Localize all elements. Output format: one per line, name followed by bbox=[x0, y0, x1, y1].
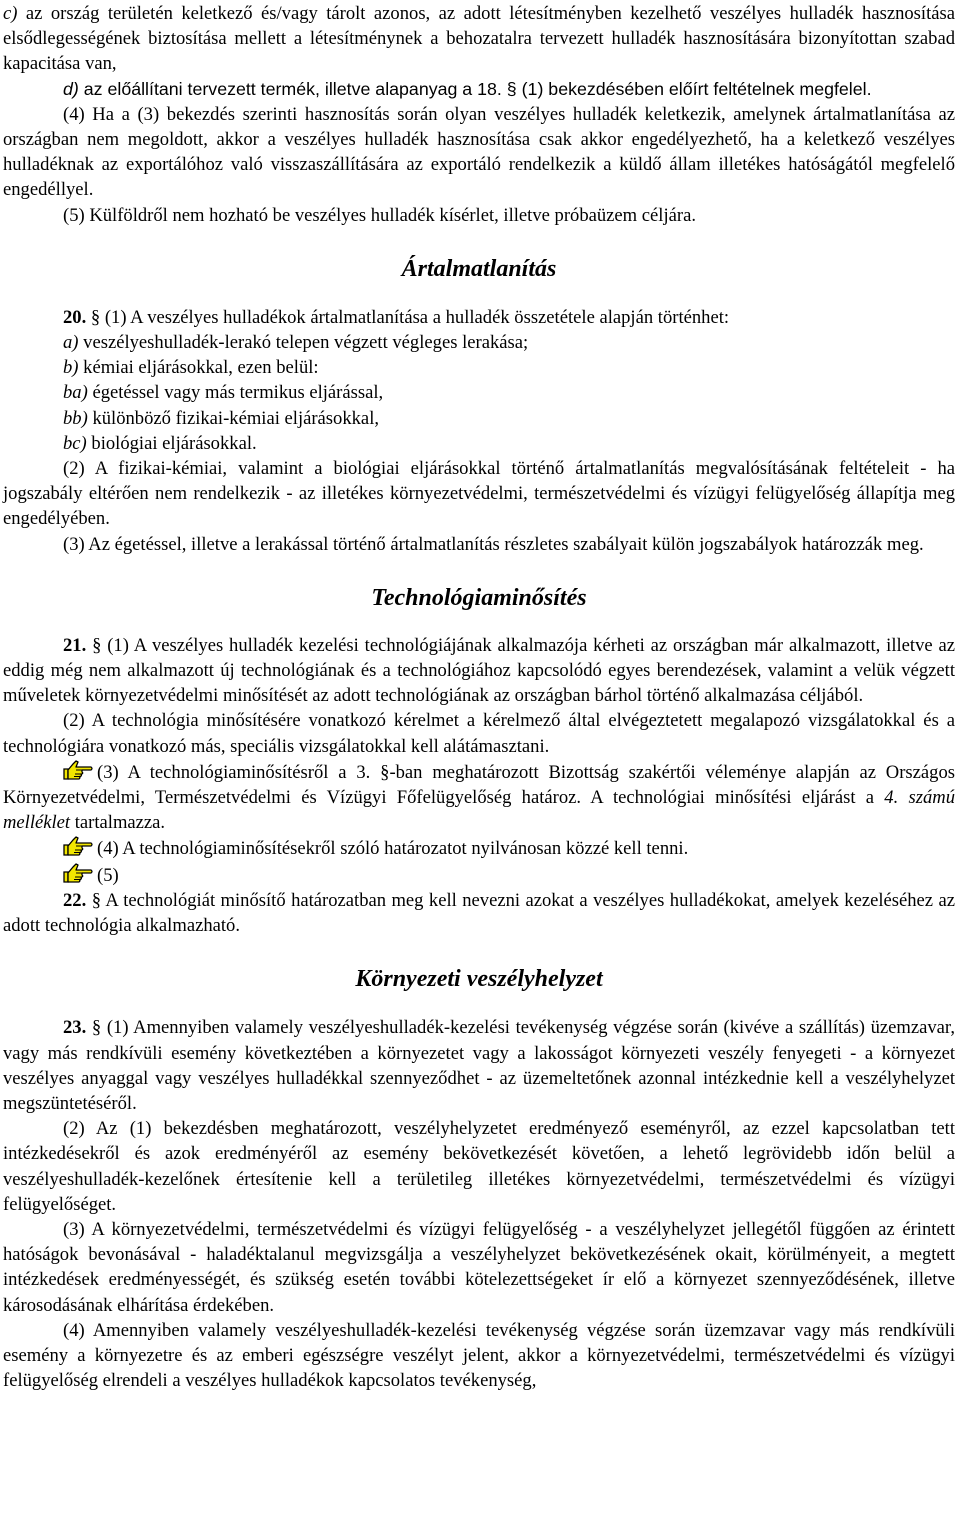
section-20-p3: (3) Az égetéssel, illetve a lerakással történő ártalmatlanítás részletes szabályait külön jogszabályok határozzák meg. bbox=[63, 533, 924, 555]
section-21-p3 bbox=[3, 759, 955, 836]
section-21-p5 bbox=[3, 862, 955, 888]
section-text: § (1) A veszélyes hulladék kezelési technológiájának alkalmazója kérheti az országban már alkalmazott, illetve az eddig még nem alkalmazott új technológiának és a technológiához kapcsolódó egyes berendezések, valamint a velük végzett műveletek környezetvédelmi minősítését az adott technológiának az országban bárhol történő alkalmazása céljából. bbox=[3, 634, 955, 707]
heading-technologiaminosites: Technológiaminősítés bbox=[371, 584, 587, 611]
paragraph-c bbox=[3, 1, 955, 77]
item-text: kémiai eljárásokkal, ezen belül: bbox=[83, 357, 319, 379]
section-23-p4: (4) Amennyiben valamely veszélyeshulladék-kezelési tevékenység végzése során üzemzavar vagy más rendkívüli esemény a környezetre és az emberi egészségre veszélyt jelent, akkor a környezetvédelmi, természetvédelmi és vízügyi felügyelőség elrendeli a veszélyes hulladékok kapcsolatos tevékenység, bbox=[3, 1319, 955, 1392]
item-label: bb) bbox=[63, 407, 88, 429]
section-number: 21. bbox=[63, 634, 87, 656]
section-22 bbox=[3, 888, 955, 938]
item-text: biológiai eljárásokkal. bbox=[91, 432, 257, 454]
pointing-hand-icon[interactable] bbox=[63, 835, 93, 857]
item-label: d) bbox=[63, 78, 79, 99]
section-23-p1 bbox=[3, 1015, 955, 1116]
section-text: (5) bbox=[97, 864, 119, 886]
section-text: § A technológiát minősítő határozatban meg kell nevezni azokat a veszélyes hulladékokat, amelyek kezeléséhez az adott technológia alkalmazható. bbox=[3, 889, 955, 937]
list-item bbox=[3, 355, 955, 380]
section-text: (4) A technológiaminősítésekről szóló határozatot nyilvánosan közzé kell tenni. bbox=[97, 838, 689, 860]
heading-artalmatlanitas: Ártalmatlanítás bbox=[401, 255, 557, 282]
annex-reference: 4. számú melléklet bbox=[3, 787, 956, 834]
paragraph-4: (4) Ha a (3) bekezdés szerinti hasznosítás során olyan veszélyes hulladék keletkezik, amelynek ártalmatlanítása az országban nem megoldott, akkor a veszélyes hulladék hasznosítása csak akkor engedélyezhető, ha a keletkező veszélyes hulladéknak az exportálóhoz való visszaszállítására az exportáló rendelkezik a küldő állam illetékes hatóságától megfelelő engedéllyel. bbox=[3, 103, 955, 201]
section-23-p3: (3) A környezetvédelmi, természetvédelmi és vízügyi felügyelőség - a veszélyhelyzet jellegétől függően az érintett hatóságok bevonásával - haladéktalanul megvizsgálja a veszélyhelyzet bekövetkezésének okait, körülményeit, a megtett intézkedések eredményességét, és szükség esetén további kötelezettségeket ír elő a környezet szennyeződésének, illetve károsodásának elhárítása érdekében. bbox=[3, 1218, 955, 1316]
item-text: veszélyeshulladék-lerakó telepen végzett végleges lerakása; bbox=[83, 332, 529, 354]
section-20-p2: (2) A fizikai-kémiai, valamint a biológiai eljárásokkal történő ártalmatlanítás megvalósításának feltételeit - ha jogszabály eltérően nem rendelkezik - az illetékes környezetvédelmi, természetvédelmi és vízügyi felügyelőség állapítja meg engedélyében. bbox=[3, 458, 955, 530]
document-page bbox=[3, 1, 955, 1393]
item-label: ba) bbox=[63, 382, 88, 404]
item-text: különböző fizikai-kémiai eljárásokkal, bbox=[92, 407, 380, 429]
item-label: c) bbox=[3, 3, 18, 24]
paragraph-d bbox=[3, 77, 955, 102]
section-number: 22. bbox=[63, 889, 87, 911]
item-text: égetéssel vagy más termikus eljárással, bbox=[92, 382, 384, 404]
pointing-hand-icon[interactable] bbox=[63, 862, 93, 884]
item-text: az előállítani tervezett termék, illetve alapanyag a 18. § (1) bekezdésében előírt feltételnek megfelel. bbox=[83, 78, 872, 99]
section-text: tartalmazza. bbox=[70, 812, 166, 834]
pointing-hand-icon[interactable] bbox=[63, 759, 93, 781]
section-23-p2: (2) Az (1) bekezdésben meghatározott, veszélyhelyzetet eredményező eseményről, az ezzel kapcsolatban tett intézkedésekről és azok eredményéről az esemény bekövetkezését követően, a lehető legrövidebb időn belül a veszélyeshulladék-kezelőnek értesítenie kell a területileg illetékes környezetvédelmi, természetvédelmi és vízügyi felügyelőséget. bbox=[3, 1118, 955, 1215]
item-label: b) bbox=[63, 357, 79, 379]
heading-kornyezeti-veszelyhelyzet: Környezeti veszélyhelyzet bbox=[355, 966, 603, 993]
item-label: bc) bbox=[63, 432, 87, 454]
item-label: a) bbox=[63, 332, 79, 354]
section-text: (3) A technológiaminősítésről a 3. §-ban meghatározott Bizottság szakértői véleménye alapján az Országos Környezetvédelmi, Természetvédelmi és Vízügyi Főfelügyelőség határoz. A technológiai minősítési eljárást a bbox=[3, 761, 955, 809]
list-item bbox=[3, 406, 955, 431]
list-item bbox=[3, 330, 955, 355]
section-21-p1 bbox=[3, 633, 955, 709]
paragraph-5: (5) Külföldről nem hozható be veszélyes hulladék kísérlet, illetve próbaüzem céljára. bbox=[63, 204, 696, 226]
section-text: § (1) Amennyiben valamely veszélyeshulladék-kezelési tevékenység végzése során (kivéve a szállítás) üzemzavar, vagy más rendkívüli esemény következtében a környezetet vagy a lakosságot környezeti veszély fenyegeti - a környezet veszélyes anyaggal vagy veszélyes hulladékkal szennyeződhet - az üzemeltetőnek azonnal intézkednie kell a veszélyhelyzet megszüntetéséről. bbox=[3, 1017, 955, 1114]
section-21-p4 bbox=[3, 835, 955, 861]
item-text: az ország területén keletkező és/vagy tárolt azonos, az adott létesítményben kezelhető veszélyes hulladék hasznosítása elsődlegességének biztosítása mellett a létesítménynek a behozatalra tervezett hulladék hasznosítására bizonyítottan szabad kapacitása van, bbox=[3, 3, 955, 75]
section-number: 23. bbox=[63, 1017, 87, 1039]
section-21-p2: (2) A technológia minősítésére vonatkozó kérelmet a kérelmező által elvégeztetett megalapozó vizsgálatokkal és a technológiára vonatkozó más, speciális vizsgálatokkal kell alátámasztani. bbox=[3, 710, 955, 757]
list-item bbox=[3, 380, 955, 405]
list-item bbox=[3, 431, 955, 456]
section-20-p1 bbox=[3, 305, 955, 330]
section-number: 20. bbox=[63, 306, 87, 328]
section-text: § (1) A veszélyes hulladékok ártalmatlanítása a hulladék összetétele alapján történhet: bbox=[90, 306, 730, 328]
